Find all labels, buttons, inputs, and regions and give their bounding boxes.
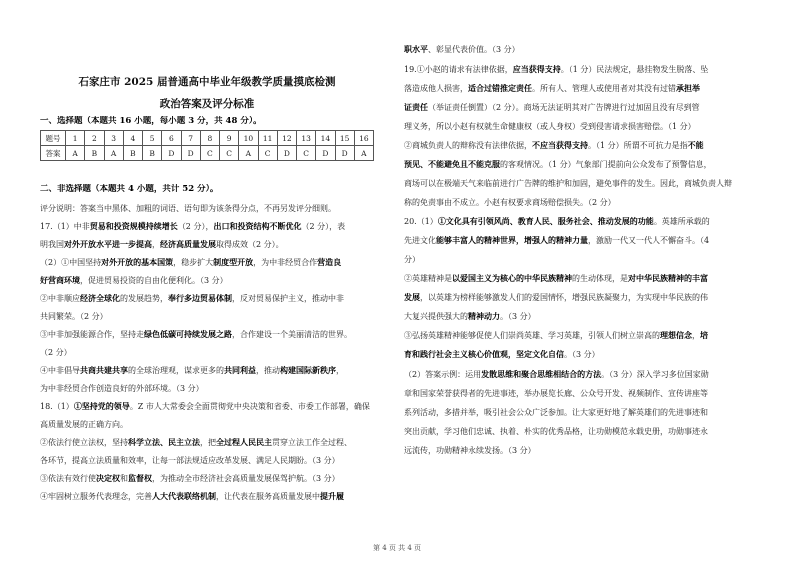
- table-cell-number: 16: [354, 131, 373, 146]
- q19-line: ②商城负责人的辩称没有法律依据，不应当获得支持。（1 分）所谓不可抗力是指不能: [404, 140, 704, 150]
- page-footer: 第 4 页 共 4 页: [372, 544, 422, 552]
- q19-line: 证责任（举证责任倒置）（2 分）。商场无法证明其对广告牌进行过加固且没有尽到管: [404, 102, 700, 112]
- q17-line: 17.（1）中非贸易和投资规模持续增长（2 分），出口和投资结构不断优化（2 分），表: [40, 221, 346, 231]
- q20-line: 分）: [404, 255, 420, 264]
- q20-line: ③弘扬英雄精神能够促使人们崇尚英雄、学习英雄，引领人们树立崇高的理想信念，培: [404, 330, 708, 340]
- q17-line: 明我国对外开放水平进一步提高，经济高质量发展取得成效（2 分）。: [40, 239, 284, 249]
- table-cell-answer: D: [335, 146, 354, 161]
- q19-line: 商场可以在极端天气来临前进行广告牌的维护和加固，避免事件的发生。因此，商城负责人辩: [404, 179, 732, 188]
- q18-line: ③依法有效行使决定权和监督权，为推动全市经济社会高质量发展保驾护航。（3 分）: [40, 473, 340, 483]
- document-title: 石家庄市 2025 届普通高中毕业年级教学质量摸底检测: [78, 76, 336, 88]
- q19-line: 落造成他人损害，适合过错推定责任。所有人、管理人或使用者对其没有过错承担举: [404, 83, 700, 93]
- scoring-note: 评分说明：答案当中黑体、加粗的词语、语句即为该条得分点，不再另发评分细则。: [40, 204, 336, 213]
- table-cell-number: 7: [181, 131, 200, 146]
- q18-line: 18.（1）①坚持党的领导。Z 市人大常委会全面贯彻党中央决策和省委、市委工作部署，确保: [40, 401, 370, 411]
- q18-line: 职水平、彰显代表价值。（3 分）: [404, 44, 520, 54]
- q19-line: 理义务，所以小赵有权就生命健康权（或人身权）受到侵害请求损害赔偿。（1 分）: [404, 122, 696, 131]
- table-cell-answer: D: [316, 146, 335, 161]
- table-cell-number: 6: [162, 131, 181, 146]
- section2-heading: 二、非选择题（本题共 4 小题，共计 52 分）。: [40, 184, 219, 194]
- table-cell-answer: D: [162, 146, 181, 161]
- answer-table-row-numbers: [41, 131, 374, 146]
- q18-line: 各环节，提高立法质量和效率，让每一部法规适应改革发展、满足人民期盼。（3 分）: [40, 456, 340, 465]
- q17-line: 为中非经贸合作创造良好的外部环境。（3 分）: [40, 384, 204, 393]
- table-cell-number: 3: [104, 131, 123, 146]
- q20-line: ②英雄精神是以爱国主义为核心的中华民族精神的生动体现，是对中华民族精神的丰富: [404, 273, 708, 283]
- table-cell-answer: D: [277, 146, 296, 161]
- q20-line: 发展，以英雄为榜样能够激发人们的爱国情怀，增强民族凝聚力，为实现中华民族的伟: [404, 292, 708, 302]
- answer-table-row-answers: [41, 146, 374, 161]
- q19-line: 19.①小赵的请求有法律依据，应当获得支持。（1 分）民法规定，悬挂物发生脱落、坠: [404, 64, 709, 74]
- table-cell-answer: C: [258, 146, 277, 161]
- table-cell-answer: D: [181, 146, 200, 161]
- q17-line: ④中非倡导共商共建共享的全球治理观，谋求更多的共同利益，推动构建国际新秩序，: [40, 365, 344, 375]
- table-cell-answer: C: [220, 146, 239, 161]
- table-cell-answer: A: [354, 146, 373, 161]
- table-cell-number: 11: [258, 131, 277, 146]
- q18-line: ②依法行使立法权，坚持科学立法、民主立法，把全过程人民民主贯穿立法工作全过程、: [40, 437, 352, 447]
- q17-line: 好营商环境，促进贸易投资的自由化便利化。（3 分）: [40, 275, 228, 285]
- q20-line: 系列活动，多措并举，吸引社会公众广泛参加。让大家更好地了解英雄们的先进事迹和: [404, 408, 708, 417]
- table-cell-number: 1: [66, 131, 85, 146]
- table-cell-number: 8: [200, 131, 219, 146]
- q20-line: 育和践行社会主义核心价值观，坚定文化自信。（3 分）: [404, 349, 600, 359]
- table-cell-answer: B: [143, 146, 162, 161]
- q17-line: ②中非顺应经济全球化的发展趋势，奉行多边贸易体制，反对贸易保护主义，推动中非: [40, 293, 344, 303]
- table-cell-answer: A: [239, 146, 258, 161]
- q20-line: 突出贡献，学习他们忠诚、执着、朴实的优秀品格，让功勋模范永载史册，功勋事迹永: [404, 427, 708, 436]
- q17-line: （2）①中国坚持对外开放的基本国策，稳步扩大制度型开放，为中非经贸合作营造良: [40, 257, 342, 267]
- table-cell-answer: B: [123, 146, 142, 161]
- q19-line: 预见、不能避免且不能克服的客观情况。（1 分）气象部门提前向公众发布了预警信息，: [404, 159, 712, 169]
- table-cell-answer: B: [85, 146, 104, 161]
- table-cell-number: 9: [220, 131, 239, 146]
- q20-line: 远流传，功勋精神永续发扬。（3 分）: [404, 446, 536, 455]
- table-cell-answer: A: [104, 146, 123, 161]
- table-label-answer: 答案: [41, 146, 66, 161]
- q19-line: 称的免责事由不成立。小赵有权要求商场赔偿损失。（2 分）: [404, 198, 616, 207]
- q20-line: 先进文化能够丰富人的精神世界，增强人的精神力量，激励一代又一代人不懈奋斗。（4: [404, 235, 710, 245]
- table-label-number: 题号: [41, 131, 66, 146]
- q17-line: ③中非加强能源合作，坚持走绿色低碳可持续发展之路，合作建设一个美丽清洁的世界。: [40, 329, 352, 339]
- table-cell-answer: A: [66, 146, 85, 161]
- table-cell-number: 2: [85, 131, 104, 146]
- q20-line: （2）答案示例：运用发散思维和聚合思维相结合的方法。（3 分）深入学习多位国家勋: [404, 369, 709, 379]
- table-cell-number: 15: [335, 131, 354, 146]
- table-cell-answer: C: [297, 146, 316, 161]
- table-cell-answer: C: [200, 146, 219, 161]
- answer-table: [40, 130, 374, 161]
- table-cell-number: 10: [239, 131, 258, 146]
- q18-line: 高质量发展的正确方向。: [40, 420, 128, 429]
- table-cell-number: 13: [297, 131, 316, 146]
- table-cell-number: 5: [143, 131, 162, 146]
- table-cell-number: 14: [316, 131, 335, 146]
- document-subtitle: 政治答案及评分标准: [159, 98, 255, 110]
- table-cell-number: 12: [277, 131, 296, 146]
- q20-line: 章和国家荣誉获得者的先进事迹，举办展览长廊、公众号开发、视频制作、宣传讲座等: [404, 389, 708, 398]
- q18-line: ④牢固树立服务代表理念，完善人大代表联络机制，让代表在服务高质量发展中提升履: [40, 491, 344, 501]
- table-cell-number: 4: [123, 131, 142, 146]
- q20-line: 20.（1）①文化具有引领风尚、教育人民、服务社会、推动发展的功能。英雄所承载的: [404, 216, 710, 226]
- q20-line: 大复兴提供强大的精神动力。（3 分）: [404, 311, 536, 321]
- q17-line: 共同繁荣。（2 分）: [40, 312, 108, 321]
- q17-line: （2 分）: [40, 348, 72, 357]
- section1-heading: 一、选择题（本题共 16 小题，每小题 3 分，共 48 分）。: [40, 116, 262, 126]
